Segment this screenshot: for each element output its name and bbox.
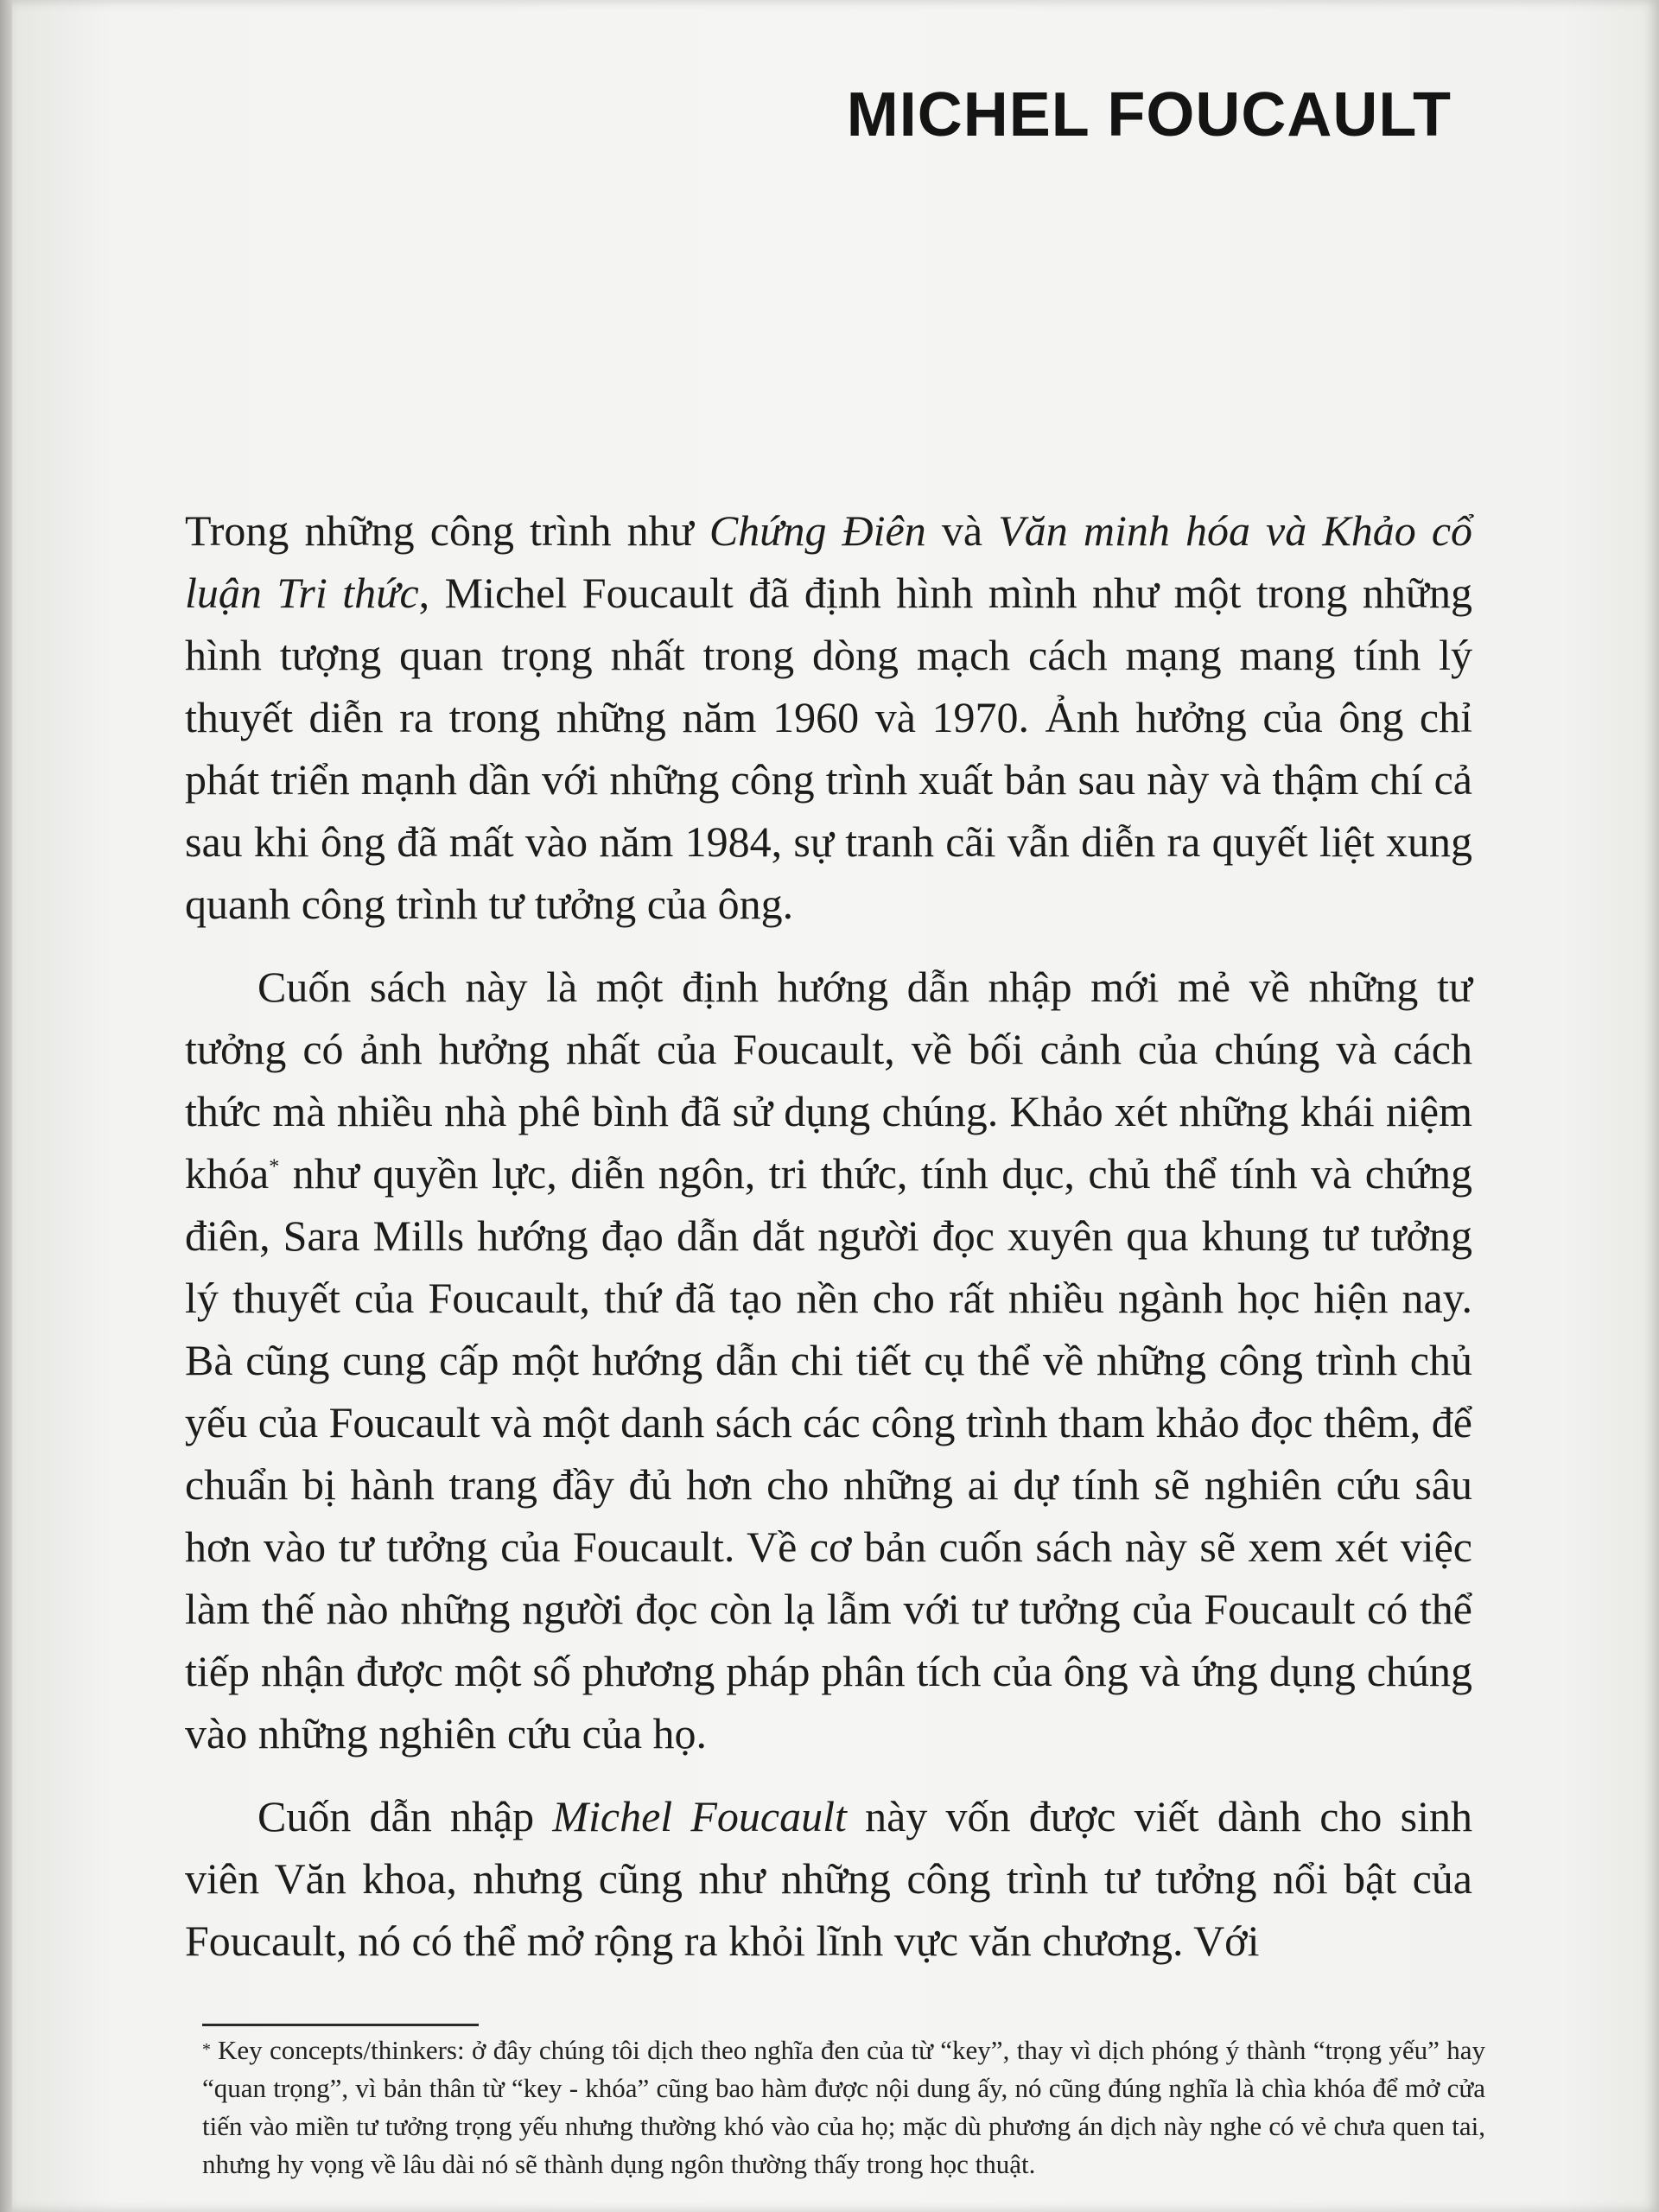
footnote-mark: * xyxy=(202,2040,211,2059)
page-edge xyxy=(0,0,12,2212)
footnote xyxy=(202,2031,1485,2183)
footnote-divider xyxy=(202,2024,479,2026)
book-title-italic: Michel Foucault xyxy=(552,1792,847,1840)
paragraph-3: Cuốn dẫn nhập Michel Foucault này vốn được viết dành cho sinh viên Văn khoa, nhưng cũng như những công trình tư tưởng nổi bật của Foucault, nó có thể mở rộng ra khỏi lĩnh vực văn chương. Với xyxy=(185,1792,1472,1965)
book-title-italic: Văn minh hóa và Khảo cổ luận Tri thức xyxy=(185,506,1473,617)
running-head: MICHEL FOUCAULT xyxy=(846,80,1452,149)
book-page xyxy=(12,0,1659,2212)
book-title-italic: Chứng Điên xyxy=(709,506,926,555)
paragraph-1: Trong những công trình như Chứng Điên và Văn minh hóa và Khảo cổ luận Tri thức, Michel Foucault đã định hình mình như một trong những hình tượng quan trọng nhất trong dòng mạch cách mạng mang tính lý thuyết diễn ra trong những năm 1960 và 1970. Ảnh hưởng của ông chỉ phát triển mạnh dần với những công trình xuất bản sau này và thậm chí cả sau khi ông đã mất vào năm 1984, sự tranh cãi vẫn diễn ra quyết liệt xung quanh công trình tư tưởng của ông. xyxy=(185,506,1473,928)
body-text xyxy=(185,499,1472,1972)
paragraph-2: Cuốn sách này là một định hướng dẫn nhập mới mẻ về những tư tưởng có ảnh hưởng nhất của Foucault, về bối cảnh của chúng và cách thức mà nhiều nhà phê bình đã sử dụng chúng. Khảo xét những khái niệm khóa* như quyền lực, diễn ngôn, tri thức, tính dục, chủ thể tính và chứng điên, Sara Mills hướng đạo dẫn dắt người đọc xuyên qua khung tư tưởng lý thuyết của Foucault, thứ đã tạo nền cho rất nhiều ngành học hiện nay. Bà cũng cung cấp một hướng dẫn chi tiết cụ thể về những công trình chủ yếu của Foucault và một danh sách các công trình tham khảo đọc thêm, để chuẩn bị hành trang đầy đủ hơn cho những ai dự tính sẽ nghiên cứu sâu hơn vào tư tưởng của Foucault. Về cơ bản cuốn sách này sẽ xem xét việc làm thế nào những người đọc còn lạ lẫm với tư tưởng của Foucault có thể tiếp nhận được một số phương pháp phân tích của ông và ứng dụng chúng vào những nghiên cứu của họ. xyxy=(185,963,1472,1758)
footnote-text: Key concepts/thinkers: ở đây chúng tôi dịch theo nghĩa đen của từ “key”, thay vì dịch phóng ý thành “trọng yếu” hay “quan trọng”, vì bản thân từ “key - khóa” cũng bao hàm được nội dung ấy, nó cũng đúng nghĩa là chìa khóa để mở cửa tiến vào miền tư tưởng trọng yếu nhưng thường khó vào của họ; mặc dù phương án dịch này nghe có vẻ chưa quen tai, nhưng hy vọng về lâu dài nó sẽ thành dụng ngôn thường thấy trong học thuật. xyxy=(202,2035,1485,2179)
footnote-marker: * xyxy=(269,1155,280,1179)
